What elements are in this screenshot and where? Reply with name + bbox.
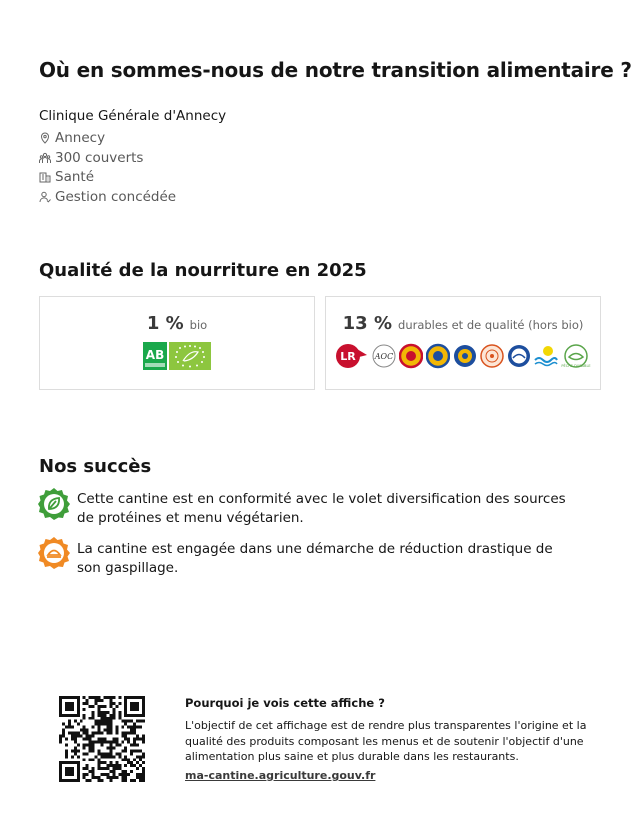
canteen-name: Clinique Générale d'Annecy: [39, 108, 227, 124]
management-row: [39, 189, 176, 205]
footer-question: Pourquoi je vois cette affiche ?: [185, 696, 385, 710]
quality-heading: Qualité de la nourriture en 2025: [39, 260, 367, 281]
canteen-management: Gestion concédée: [55, 189, 177, 205]
bio-label: bio: [189, 318, 208, 332]
page-title: Où en sommes-nous de notre transition alimentaire ?: [39, 58, 632, 82]
people-group-icon: [39, 152, 51, 164]
waste-badge-icon: [38, 537, 70, 573]
aoc-text: AOC: [374, 352, 394, 361]
durable-label: durables et de qualité (hors bio): [398, 318, 584, 332]
footer-explanation: L'objectif de cet affichage est de rendre plus transparentes l'origine et la qualité des produits composant les menus et de soutenir l'objectif d'une alimentation plus saine et plus durable dans les restaurants.: [185, 719, 587, 763]
covers-row: [39, 150, 143, 166]
label-rouge-text: LR: [340, 350, 356, 363]
durable-card: [325, 296, 601, 390]
bio-percent: 1 %: [146, 313, 184, 334]
ab-logo-text: AB: [145, 348, 165, 362]
building-icon: [39, 171, 51, 183]
peche-durable-logo-icon: [561, 343, 591, 369]
bio-card: [39, 296, 315, 390]
location-pin-icon: [39, 132, 51, 144]
success-item-waste: La cantine est engagée dans une démarche de réduction drastique de son gaspillage.: [77, 541, 553, 576]
igp-seal-icon: [426, 343, 450, 369]
successes-heading: Nos succès: [39, 456, 152, 477]
canteen-sector: Santé: [55, 169, 94, 185]
eu-organic-leaf-icon: [169, 342, 211, 370]
label-rouge-logo-icon: [335, 343, 369, 369]
aoc-logo-icon: [372, 343, 396, 369]
peche-durable-text: PÊCHE DURABLE: [561, 364, 591, 368]
msc-fish-icon: [534, 343, 558, 369]
canteen-covers: 300 couverts: [55, 150, 144, 166]
hve-seal-icon: [507, 343, 531, 369]
ab-logo-icon: [143, 342, 167, 370]
footer-link[interactable]: ma-cantine.agriculture.gouv.fr: [185, 769, 376, 782]
sector-row: [39, 169, 94, 185]
canteen-city: Annecy: [55, 130, 106, 146]
city-row: [39, 130, 105, 146]
qr-code-icon[interactable]: [59, 696, 145, 782]
aop-seal-icon: [399, 343, 423, 369]
fermier-seal-icon: [480, 343, 504, 369]
stg-seal-icon: [453, 343, 477, 369]
leaf-badge-icon: [38, 488, 70, 524]
user-icon: [39, 191, 51, 203]
success-item-diversification: Cette cantine est en conformité avec le volet diversification des sources de protéines et menu végétarien.: [77, 491, 566, 526]
durable-percent: 13 %: [342, 313, 393, 334]
